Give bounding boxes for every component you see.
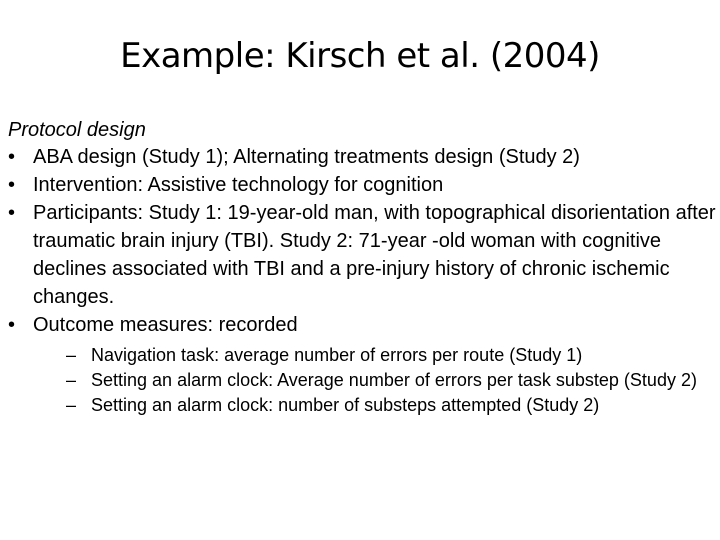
bullet-text: Participants: Study 1: 19-year-old man, with topographical disorientation after traumatic brain injury (TBI). Study 2: 71-year -old woman with cognitive declines associated with TBI and a pre-injury history of chronic ischemic changes.	[33, 202, 716, 308]
bullet-item-intervention	[8, 171, 718, 199]
dash-icon: –	[66, 370, 77, 390]
dash-icon: –	[66, 395, 77, 415]
bullet-icon: •	[8, 202, 16, 224]
bullet-list	[8, 143, 718, 418]
bullet-icon: •	[8, 174, 16, 196]
bullet-text: Outcome measures: recorded	[33, 314, 298, 336]
bullet-icon: •	[8, 314, 16, 336]
sub-bullet-list	[33, 343, 718, 418]
sub-bullet-item	[33, 393, 718, 418]
section-heading: Protocol design	[8, 119, 146, 141]
sub-bullet-item	[33, 343, 718, 368]
sub-bullet-item	[33, 368, 718, 393]
sub-bullet-text: Navigation task: average number of errors per route (Study 1)	[91, 345, 583, 365]
bullet-icon: •	[8, 146, 16, 168]
dash-icon: –	[66, 345, 77, 365]
sub-bullet-text: Setting an alarm clock: Average number of errors per task substep (Study 2)	[91, 370, 697, 390]
bullet-item-outcome-measures	[8, 311, 718, 418]
bullet-item-design	[8, 143, 718, 171]
slide-body	[8, 117, 718, 418]
bullet-text: ABA design (Study 1); Alternating treatments design (Study 2)	[33, 146, 580, 168]
slide-title: Example: Kirsch et al. (2004)	[120, 36, 600, 76]
sub-bullet-text: Setting an alarm clock: number of substeps attempted (Study 2)	[91, 395, 600, 415]
bullet-text: Intervention: Assistive technology for cognition	[33, 174, 444, 196]
bullet-item-participants	[8, 199, 718, 311]
